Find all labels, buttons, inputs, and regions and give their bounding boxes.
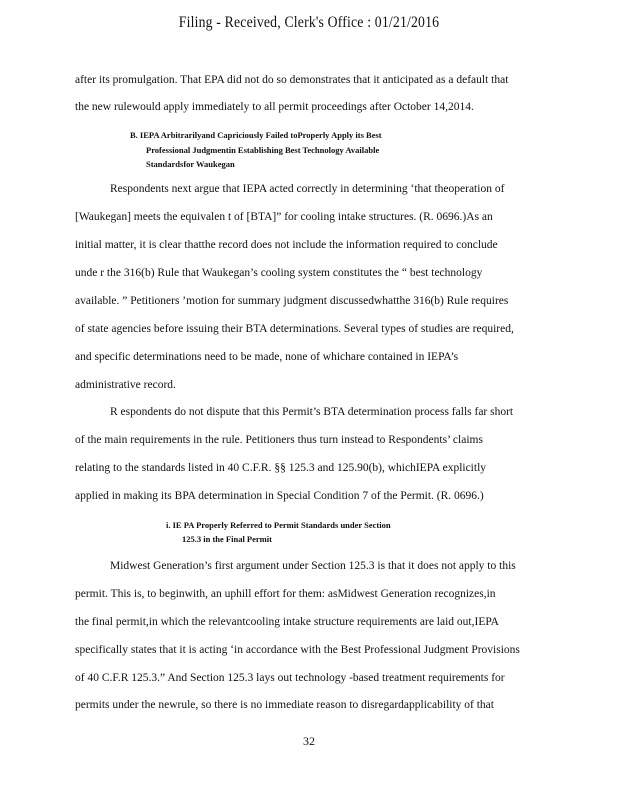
body-line: of state agencies before issuing their BTA determinations. Several types of studies are required,: [75, 323, 514, 335]
body-line: relating to the standards listed in 40 C.F.R. §§ 125.3 and 125.90(b), whichIEPA explicitly: [75, 462, 487, 474]
section-heading-b: Standardsfor Waukegan: [146, 159, 235, 169]
subsection-heading-i: i. IE PA Properly Referred to Permit Standards under Section: [166, 520, 391, 530]
body-line: the final permit,in which the relevantcooling intake structure requirements are laid out,IEPA: [75, 616, 499, 628]
page-number: 32: [303, 734, 315, 748]
body-line: Respondents next argue that IEPA acted correctly in determining ‘that theoperation of: [110, 183, 505, 195]
body-line: and specific determinations need to be made, none of whichare contained in IEPA’s: [75, 351, 459, 363]
body-line: available. ” Petitioners ’motion for summary judgment discussedwhatthe 316(b) Rule requires: [75, 295, 509, 307]
section-heading-b: Professional Judgmentin Establishing Best Technology Available: [146, 145, 380, 155]
body-line: specifically states that it is acting ‘in accordance with the Best Professional Judgment Provisions: [75, 644, 520, 656]
body-line: the new rulewould apply immediately to all permit proceedings after October 14,2014.: [75, 101, 474, 113]
body-line: of 40 C.F.R 125.3.” And Section 125.3 lays out technology -based treatment requirements for: [75, 672, 505, 684]
body-line: of the main requirements in the rule. Petitioners thus turn instead to Respondents’ claims: [75, 434, 483, 446]
section-heading-b: B. IEPA Arbitrarilyand Capriciously Failed toProperly Apply its Best: [130, 130, 382, 140]
body-line: administrative record.: [75, 379, 176, 391]
subsection-heading-i: 125.3 in the Final Permit: [182, 534, 272, 544]
body-line: R espondents do not dispute that this Permit’s BTA determination process falls far short: [110, 406, 514, 418]
body-line: Midwest Generation’s first argument under Section 125.3 is that it does not apply to this: [110, 560, 516, 572]
body-line: unde r the 316(b) Rule that Waukegan’s cooling system constitutes the “ best technology: [75, 267, 483, 279]
body-line: applied in making its BPA determination in Special Condition 7 of the Permit. (R. 0696.): [75, 490, 484, 502]
body-line: permits under the newrule, so there is no immediate reason to disregardapplicability of that: [75, 699, 494, 711]
body-line: [Waukegan] meets the equivalen t of [BTA]” for cooling intake structures. (R. 0696.)As an: [75, 211, 493, 223]
body-line: permit. This is, to beginwith, an uphill effort for them: asMidwest Generation recognizes,in: [75, 588, 496, 600]
body-line: after its promulgation. That EPA did not do so demonstrates that it anticipated as a default that: [75, 74, 509, 86]
body-line: initial matter, it is clear thatthe record does not include the information required to conclude: [75, 239, 498, 251]
filing-header: Filing - Received, Clerk's Office : 01/21/2016: [178, 14, 440, 31]
